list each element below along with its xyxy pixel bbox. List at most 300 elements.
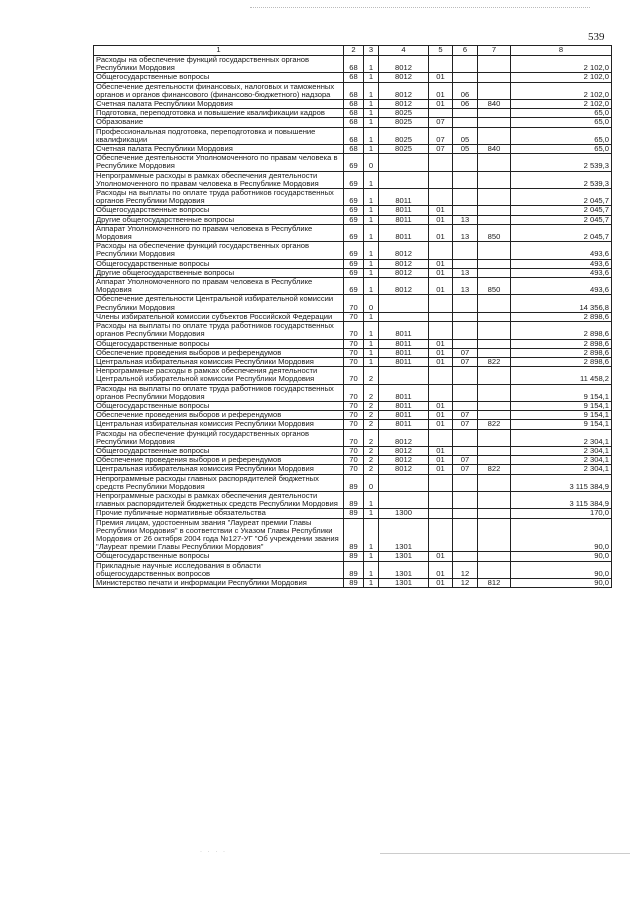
program-code-cell: 1 xyxy=(364,82,379,99)
subsection-code-cell xyxy=(453,56,478,73)
program-code-cell: 1 xyxy=(364,224,379,241)
table-row xyxy=(94,215,612,224)
table-row xyxy=(94,154,612,171)
admin-code-cell: 69 xyxy=(344,224,364,241)
section-code-cell: 01 xyxy=(429,357,453,366)
admin-code-cell: 69 xyxy=(344,189,364,206)
admin-code-cell: 70 xyxy=(344,339,364,348)
table-row xyxy=(94,56,612,73)
subsection-code-cell: 06 xyxy=(453,100,478,109)
program-code-cell: 1 xyxy=(364,278,379,295)
amount-cell: 2 102,0 xyxy=(511,56,612,73)
article-code-cell xyxy=(379,474,429,491)
admin-code-cell: 89 xyxy=(344,518,364,552)
table-row xyxy=(94,322,612,339)
subsection-code-cell xyxy=(453,242,478,259)
table-row xyxy=(94,145,612,154)
table-row xyxy=(94,127,612,144)
program-code-cell: 1 xyxy=(364,312,379,321)
section-code-cell xyxy=(429,367,453,384)
article-code-cell: 8012 xyxy=(379,100,429,109)
article-code-cell: 8012 xyxy=(379,446,429,455)
table-row xyxy=(94,100,612,109)
admin-code-cell: 70 xyxy=(344,312,364,321)
ministry-code-cell xyxy=(478,312,511,321)
header-col-1: 1 xyxy=(94,46,344,56)
amount-cell: 9 154,1 xyxy=(511,411,612,420)
section-code-cell: 01 xyxy=(429,268,453,277)
item-name-cell: Расходы на обеспечение функций государственных органов Республики Мордовия xyxy=(94,56,344,73)
program-code-cell: 1 xyxy=(364,145,379,154)
program-code-cell: 2 xyxy=(364,465,379,474)
table-row xyxy=(94,465,612,474)
table-row xyxy=(94,384,612,401)
item-name-cell: Центральная избирательная комиссия Республики Мордовия xyxy=(94,357,344,366)
table-row xyxy=(94,339,612,348)
section-code-cell: 01 xyxy=(429,465,453,474)
item-name-cell: Общегосударственные вопросы xyxy=(94,73,344,82)
article-code-cell: 1301 xyxy=(379,578,429,587)
program-code-cell: 1 xyxy=(364,242,379,259)
admin-code-cell: 69 xyxy=(344,259,364,268)
admin-code-cell: 89 xyxy=(344,578,364,587)
program-code-cell: 1 xyxy=(364,127,379,144)
subsection-code-cell: 12 xyxy=(453,578,478,587)
subsection-code-cell: 13 xyxy=(453,268,478,277)
ministry-code-cell xyxy=(478,474,511,491)
admin-code-cell: 70 xyxy=(344,367,364,384)
article-code-cell: 8011 xyxy=(379,348,429,357)
article-code-cell: 1301 xyxy=(379,518,429,552)
item-name-cell: Общегосударственные вопросы xyxy=(94,339,344,348)
ministry-code-cell xyxy=(478,322,511,339)
scan-mark-top xyxy=(250,7,590,8)
section-code-cell xyxy=(429,322,453,339)
ministry-code-cell xyxy=(478,446,511,455)
amount-cell: 3 115 384,9 xyxy=(511,491,612,508)
article-code-cell: 8011 xyxy=(379,384,429,401)
amount-cell: 2 898,6 xyxy=(511,357,612,366)
item-name-cell: Профессиональная подготовка, переподготовка и повышение квалификации xyxy=(94,127,344,144)
admin-code-cell: 69 xyxy=(344,242,364,259)
article-code-cell: 8011 xyxy=(379,224,429,241)
table-row xyxy=(94,295,612,312)
ministry-code-cell xyxy=(478,348,511,357)
ministry-code-cell xyxy=(478,56,511,73)
header-col-6: 6 xyxy=(453,46,478,56)
admin-code-cell: 68 xyxy=(344,100,364,109)
section-code-cell: 01 xyxy=(429,456,453,465)
admin-code-cell: 70 xyxy=(344,456,364,465)
article-code-cell xyxy=(379,171,429,188)
subsection-code-cell xyxy=(453,518,478,552)
item-name-cell: Расходы на выплаты по оплате труда работников государственных органов Республики Мордовия xyxy=(94,322,344,339)
ministry-code-cell: 812 xyxy=(478,578,511,587)
program-code-cell: 1 xyxy=(364,518,379,552)
program-code-cell: 0 xyxy=(364,295,379,312)
item-name-cell: Расходы на обеспечение функций государственных органов Республики Мордовия xyxy=(94,242,344,259)
subsection-code-cell: 05 xyxy=(453,127,478,144)
table-row xyxy=(94,456,612,465)
admin-code-cell: 70 xyxy=(344,420,364,429)
article-code-cell: 8025 xyxy=(379,109,429,118)
ministry-code-cell xyxy=(478,268,511,277)
subsection-code-cell xyxy=(453,154,478,171)
article-code-cell: 8012 xyxy=(379,268,429,277)
ministry-code-cell xyxy=(478,259,511,268)
subsection-code-cell xyxy=(453,189,478,206)
section-code-cell: 01 xyxy=(429,339,453,348)
amount-cell: 2 102,0 xyxy=(511,82,612,99)
section-code-cell xyxy=(429,242,453,259)
program-code-cell: 1 xyxy=(364,73,379,82)
subsection-code-cell xyxy=(453,259,478,268)
table-row xyxy=(94,73,612,82)
article-code-cell: 8011 xyxy=(379,420,429,429)
admin-code-cell: 70 xyxy=(344,411,364,420)
ministry-code-cell xyxy=(478,401,511,410)
section-code-cell: 01 xyxy=(429,411,453,420)
amount-cell: 2 304,1 xyxy=(511,465,612,474)
article-code-cell: 8011 xyxy=(379,401,429,410)
subsection-code-cell xyxy=(453,552,478,561)
article-code-cell xyxy=(379,491,429,508)
admin-code-cell: 70 xyxy=(344,322,364,339)
table-row xyxy=(94,118,612,127)
item-name-cell: Обеспечение деятельности финансовых, налоговых и таможенных органов и органов финансового (финансово-бюджетного) надзора xyxy=(94,82,344,99)
subsection-code-cell xyxy=(453,109,478,118)
subsection-code-cell xyxy=(453,171,478,188)
table-row xyxy=(94,578,612,587)
article-code-cell: 8012 xyxy=(379,465,429,474)
section-code-cell: 01 xyxy=(429,401,453,410)
ministry-code-cell: 822 xyxy=(478,420,511,429)
article-code-cell xyxy=(379,154,429,171)
section-code-cell xyxy=(429,384,453,401)
table-row xyxy=(94,171,612,188)
section-code-cell xyxy=(429,189,453,206)
admin-code-cell: 69 xyxy=(344,171,364,188)
article-code-cell: 8012 xyxy=(379,278,429,295)
article-code-cell: 8012 xyxy=(379,56,429,73)
item-name-cell: Обеспечение деятельности Центральной избирательной комиссии Республики Мордовия xyxy=(94,295,344,312)
article-code-cell: 8025 xyxy=(379,145,429,154)
article-code-cell: 8011 xyxy=(379,215,429,224)
article-code-cell: 8011 xyxy=(379,189,429,206)
amount-cell: 9 154,1 xyxy=(511,384,612,401)
item-name-cell: Общегосударственные вопросы xyxy=(94,401,344,410)
section-code-cell: 01 xyxy=(429,259,453,268)
item-name-cell: Общегосударственные вопросы xyxy=(94,206,344,215)
admin-code-cell: 70 xyxy=(344,446,364,455)
item-name-cell: Аппарат Уполномоченного по правам человека в Республике Мордовия xyxy=(94,278,344,295)
section-code-cell xyxy=(429,295,453,312)
amount-cell: 9 154,1 xyxy=(511,420,612,429)
section-code-cell: 01 xyxy=(429,206,453,215)
table-row xyxy=(94,509,612,518)
item-name-cell: Обеспечение проведения выборов и референдумов xyxy=(94,456,344,465)
article-code-cell xyxy=(379,367,429,384)
section-code-cell xyxy=(429,518,453,552)
article-code-cell: 8012 xyxy=(379,82,429,99)
article-code-cell: 8025 xyxy=(379,127,429,144)
subsection-code-cell xyxy=(453,491,478,508)
article-code-cell: 8011 xyxy=(379,411,429,420)
item-name-cell: Расходы на обеспечение функций государственных органов Республики Мордовия xyxy=(94,429,344,446)
amount-cell: 493,6 xyxy=(511,278,612,295)
article-code-cell: 1301 xyxy=(379,561,429,578)
item-name-cell: Образование xyxy=(94,118,344,127)
subsection-code-cell xyxy=(453,312,478,321)
item-name-cell: Обеспечение проведения выборов и референдумов xyxy=(94,411,344,420)
header-col-5: 5 xyxy=(429,46,453,56)
section-code-cell: 01 xyxy=(429,82,453,99)
program-code-cell: 1 xyxy=(364,118,379,127)
program-code-cell: 1 xyxy=(364,100,379,109)
header-col-3: 3 xyxy=(364,46,379,56)
article-code-cell: 1300 xyxy=(379,509,429,518)
header-col-7: 7 xyxy=(478,46,511,56)
item-name-cell: Непрограммные расходы в рамках обеспечения деятельности Центральной избирательной комиссии Республики Мордовия xyxy=(94,367,344,384)
ministry-code-cell xyxy=(478,456,511,465)
table-row xyxy=(94,401,612,410)
amount-cell: 65,0 xyxy=(511,145,612,154)
amount-cell: 2 898,6 xyxy=(511,312,612,321)
program-code-cell: 1 xyxy=(364,339,379,348)
program-code-cell: 1 xyxy=(364,171,379,188)
amount-cell: 2 304,1 xyxy=(511,456,612,465)
program-code-cell: 1 xyxy=(364,56,379,73)
section-code-cell: 01 xyxy=(429,278,453,295)
ministry-code-cell xyxy=(478,491,511,508)
article-code-cell: 1301 xyxy=(379,552,429,561)
program-code-cell: 1 xyxy=(364,109,379,118)
article-code-cell: 8011 xyxy=(379,339,429,348)
admin-code-cell: 70 xyxy=(344,401,364,410)
article-code-cell: 8011 xyxy=(379,206,429,215)
item-name-cell: Обеспечение проведения выборов и референдумов xyxy=(94,348,344,357)
item-name-cell: Члены избирательной комиссии субъектов Российской Федерации xyxy=(94,312,344,321)
scan-mark-bottom xyxy=(380,853,630,854)
section-code-cell: 07 xyxy=(429,118,453,127)
admin-code-cell: 70 xyxy=(344,348,364,357)
program-code-cell: 1 xyxy=(364,189,379,206)
article-code-cell xyxy=(379,295,429,312)
program-code-cell: 2 xyxy=(364,384,379,401)
article-code-cell: 8012 xyxy=(379,456,429,465)
admin-code-cell: 68 xyxy=(344,56,364,73)
program-code-cell: 1 xyxy=(364,491,379,508)
admin-code-cell: 69 xyxy=(344,268,364,277)
amount-cell: 90,0 xyxy=(511,518,612,552)
subsection-code-cell xyxy=(453,509,478,518)
amount-cell: 65,0 xyxy=(511,118,612,127)
program-code-cell: 1 xyxy=(364,259,379,268)
article-code-cell: 8012 xyxy=(379,259,429,268)
amount-cell: 2 898,6 xyxy=(511,339,612,348)
article-code-cell xyxy=(379,312,429,321)
admin-code-cell: 68 xyxy=(344,118,364,127)
item-name-cell: Непрограммные расходы в рамках обеспечения деятельности главных распорядителей бюджетных средств Республики Мордовия xyxy=(94,491,344,508)
ministry-code-cell: 850 xyxy=(478,224,511,241)
table-row xyxy=(94,259,612,268)
ministry-code-cell: 840 xyxy=(478,145,511,154)
admin-code-cell: 69 xyxy=(344,278,364,295)
item-name-cell: Счетная палата Республики Мордовия xyxy=(94,145,344,154)
budget-table xyxy=(93,45,612,588)
amount-cell: 14 356,8 xyxy=(511,295,612,312)
ministry-code-cell xyxy=(478,384,511,401)
subsection-code-cell: 12 xyxy=(453,561,478,578)
item-name-cell: Общегосударственные вопросы xyxy=(94,446,344,455)
table-row xyxy=(94,109,612,118)
ministry-code-cell xyxy=(478,509,511,518)
program-code-cell: 0 xyxy=(364,154,379,171)
amount-cell: 2 102,0 xyxy=(511,100,612,109)
section-code-cell xyxy=(429,491,453,508)
table-row xyxy=(94,82,612,99)
program-code-cell: 1 xyxy=(364,348,379,357)
article-code-cell: 8025 xyxy=(379,118,429,127)
admin-code-cell: 68 xyxy=(344,82,364,99)
section-code-cell xyxy=(429,171,453,188)
ministry-code-cell xyxy=(478,552,511,561)
subsection-code-cell xyxy=(453,322,478,339)
admin-code-cell: 70 xyxy=(344,429,364,446)
section-code-cell: 07 xyxy=(429,127,453,144)
item-name-cell: Другие общегосударственные вопросы xyxy=(94,268,344,277)
amount-cell: 9 154,1 xyxy=(511,401,612,410)
ministry-code-cell xyxy=(478,242,511,259)
table-row xyxy=(94,278,612,295)
subsection-code-cell: 05 xyxy=(453,145,478,154)
table-row xyxy=(94,224,612,241)
subsection-code-cell: 13 xyxy=(453,278,478,295)
program-code-cell: 1 xyxy=(364,561,379,578)
section-code-cell: 01 xyxy=(429,446,453,455)
admin-code-cell: 68 xyxy=(344,127,364,144)
table-row xyxy=(94,446,612,455)
item-name-cell: Непрограммные расходы главных распорядителей бюджетных средств Республики Мордовия xyxy=(94,474,344,491)
section-code-cell: 01 xyxy=(429,224,453,241)
table-row xyxy=(94,312,612,321)
header-row xyxy=(94,46,612,56)
table-row xyxy=(94,518,612,552)
admin-code-cell: 70 xyxy=(344,465,364,474)
program-code-cell: 1 xyxy=(364,206,379,215)
ministry-code-cell xyxy=(478,411,511,420)
section-code-cell xyxy=(429,56,453,73)
section-code-cell: 01 xyxy=(429,348,453,357)
amount-cell: 493,6 xyxy=(511,242,612,259)
table-row xyxy=(94,561,612,578)
section-code-cell: 01 xyxy=(429,561,453,578)
subsection-code-cell: 13 xyxy=(453,224,478,241)
ministry-code-cell xyxy=(478,118,511,127)
ministry-code-cell: 822 xyxy=(478,465,511,474)
admin-code-cell: 69 xyxy=(344,206,364,215)
item-name-cell: Расходы на выплаты по оплате труда работников государственных органов Республики Мордовия xyxy=(94,189,344,206)
subsection-code-cell xyxy=(453,206,478,215)
subsection-code-cell xyxy=(453,384,478,401)
admin-code-cell: 70 xyxy=(344,295,364,312)
subsection-code-cell xyxy=(453,118,478,127)
item-name-cell: Обеспечение деятельности Уполномоченного по правам человека в Республике Мордовия xyxy=(94,154,344,171)
amount-cell: 2 539,3 xyxy=(511,154,612,171)
amount-cell: 493,6 xyxy=(511,259,612,268)
subsection-code-cell xyxy=(453,429,478,446)
item-name-cell: Прикладные научные исследования в области общегосударственных вопросов xyxy=(94,561,344,578)
ministry-code-cell xyxy=(478,429,511,446)
subsection-code-cell xyxy=(453,73,478,82)
ministry-code-cell: 840 xyxy=(478,100,511,109)
amount-cell: 493,6 xyxy=(511,268,612,277)
amount-cell: 90,0 xyxy=(511,552,612,561)
table-row xyxy=(94,348,612,357)
subsection-code-cell xyxy=(453,446,478,455)
item-name-cell: Общегосударственные вопросы xyxy=(94,552,344,561)
ministry-code-cell: 850 xyxy=(478,278,511,295)
admin-code-cell: 69 xyxy=(344,215,364,224)
item-name-cell: Премия лицам, удостоенным звания "Лауреат премии Главы Республики Мордовия" в соответствии с Указом Главы Республики Мордовия от 26 октября 2004 года №127-УГ "Об учреждении звания "Лауреат премии Главы Республики Мордовия" xyxy=(94,518,344,552)
amount-cell: 2 304,1 xyxy=(511,429,612,446)
item-name-cell: Прочие публичные нормативные обязательства xyxy=(94,509,344,518)
ministry-code-cell xyxy=(478,189,511,206)
subsection-code-cell: 07 xyxy=(453,411,478,420)
section-code-cell xyxy=(429,109,453,118)
table-row xyxy=(94,357,612,366)
program-code-cell: 2 xyxy=(364,420,379,429)
subsection-code-cell: 07 xyxy=(453,465,478,474)
program-code-cell: 2 xyxy=(364,401,379,410)
item-name-cell: Счетная палата Республики Мордовия xyxy=(94,100,344,109)
subsection-code-cell: 06 xyxy=(453,82,478,99)
program-code-cell: 1 xyxy=(364,215,379,224)
subsection-code-cell xyxy=(453,474,478,491)
program-code-cell: 1 xyxy=(364,322,379,339)
program-code-cell: 1 xyxy=(364,509,379,518)
program-code-cell: 2 xyxy=(364,411,379,420)
admin-code-cell: 69 xyxy=(344,154,364,171)
admin-code-cell: 89 xyxy=(344,561,364,578)
subsection-code-cell: 13 xyxy=(453,215,478,224)
section-code-cell xyxy=(429,154,453,171)
table-row xyxy=(94,268,612,277)
amount-cell: 90,0 xyxy=(511,578,612,587)
amount-cell: 2 102,0 xyxy=(511,73,612,82)
section-code-cell: 01 xyxy=(429,578,453,587)
section-code-cell xyxy=(429,474,453,491)
article-code-cell: 8012 xyxy=(379,73,429,82)
table-row xyxy=(94,242,612,259)
item-name-cell: Расходы на выплаты по оплате труда работников государственных органов Республики Мордовия xyxy=(94,384,344,401)
ministry-code-cell xyxy=(478,73,511,82)
table-body xyxy=(94,56,612,588)
admin-code-cell: 89 xyxy=(344,552,364,561)
amount-cell: 11 458,2 xyxy=(511,367,612,384)
amount-cell: 2 045,7 xyxy=(511,215,612,224)
amount-cell: 2 045,7 xyxy=(511,189,612,206)
item-name-cell: Другие общегосударственные вопросы xyxy=(94,215,344,224)
ministry-code-cell xyxy=(478,339,511,348)
item-name-cell: Общегосударственные вопросы xyxy=(94,259,344,268)
program-code-cell: 2 xyxy=(364,429,379,446)
amount-cell: 2 045,7 xyxy=(511,206,612,215)
section-code-cell: 07 xyxy=(429,145,453,154)
item-name-cell: Непрограммные расходы в рамках обеспечения деятельности Уполномоченного по правам человека в Республике Мордовия xyxy=(94,171,344,188)
subsection-code-cell: 07 xyxy=(453,348,478,357)
table-row xyxy=(94,552,612,561)
